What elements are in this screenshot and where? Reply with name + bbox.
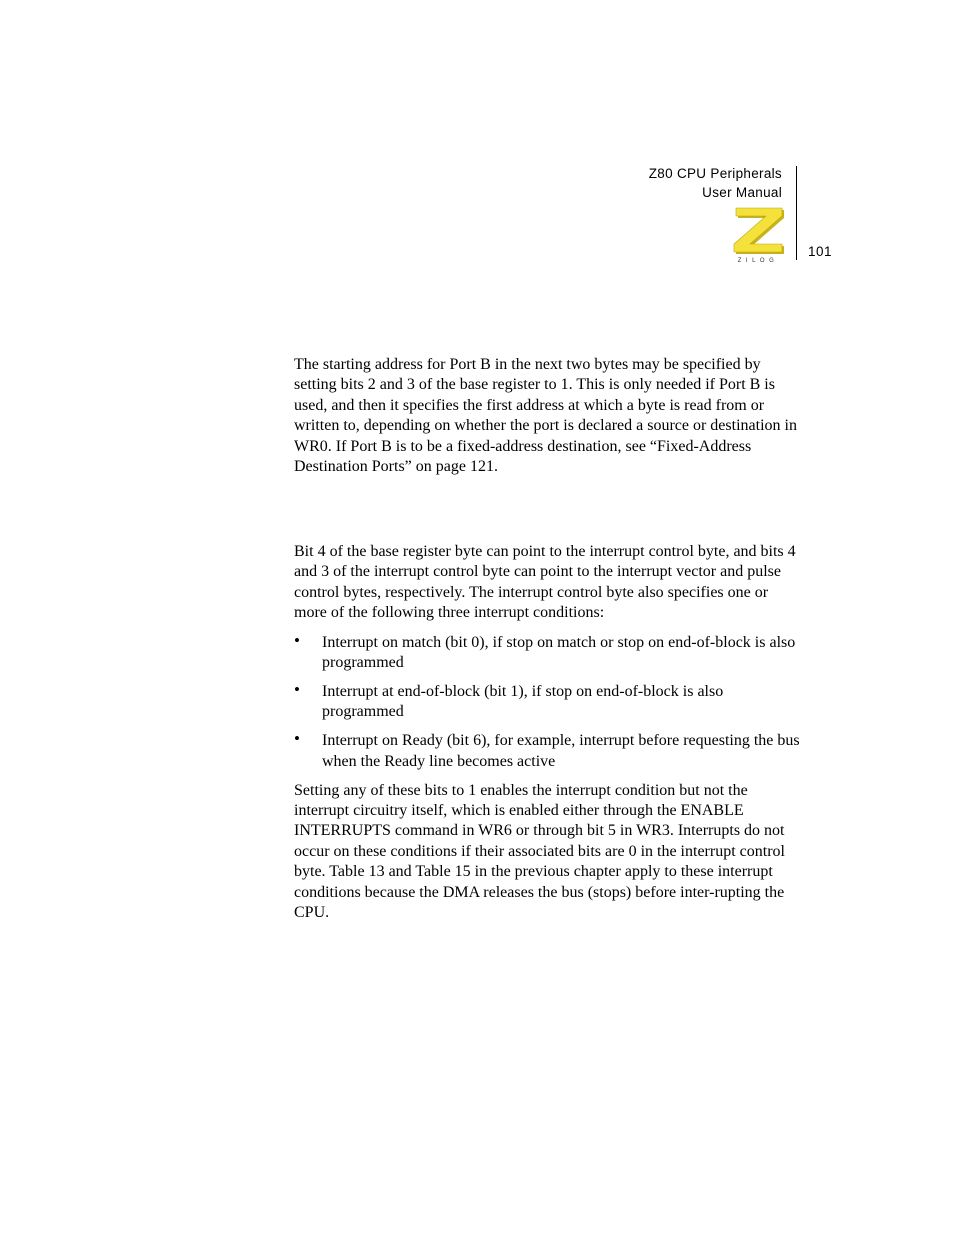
list-item (294, 630, 800, 674)
interrupt-control-paragraph: Bit 4 of the base register byte can point to the interrupt control byte, and bits 4 and 3 of the interrupt control byte can point to the interrupt vector and pulse control bytes, respectively. The interrupt control byte also specifies one or more of the following three interrupt conditions: (294, 543, 796, 622)
list-item (294, 679, 800, 723)
bullet-icon: • (294, 630, 300, 650)
body-section-2 (294, 542, 800, 923)
list-item-text: Interrupt on Ready (bit 6), for example, interrupt before requesting the bus when the Ready line becomes active (322, 732, 800, 770)
bullet-icon: • (294, 729, 300, 749)
manual-subtitle: User Manual (702, 185, 782, 200)
port-b-address-paragraph: The starting address for Port B in the next two bytes may be specified by setting bits 2 and 3 of the base register to 1. This is only needed if Port B is used, and then it specifies the first address at which a byte is read from or written to, depending on whether the port is declared a source or destination in WR0. If Port B is to be a fixed-address destination, see “Fixed-Address Destination Ports” on page 121. (294, 356, 797, 476)
zilog-logo (730, 204, 786, 264)
header-vertical-rule (796, 166, 797, 260)
list-item-text: Interrupt at end-of-block (bit 1), if stop on end-of-block is also programmed (322, 682, 724, 721)
interrupt-enable-paragraph: Setting any of these bits to 1 enables the interrupt condition but not the interrupt circuitry itself, which is enabled either through the ENABLE INTERRUPTS command in WR6 or through bit 5 in WR3. Interrupts do not occur on these conditions if their associated bits are 0 in the interrupt control byte. Table 13 and Table 15 in the previous chapter apply to these interrupt conditions because the DMA releases the bus (stops) before inter-rupting the CPU. (294, 781, 785, 921)
bullet-icon: • (294, 679, 300, 699)
manual-series-title: Z80 CPU Peripherals (648, 166, 782, 181)
list-item-text: Interrupt on match (bit 0), if stop on match or stop on end-of-block is also programmed (322, 633, 796, 672)
interrupt-conditions-list (294, 630, 800, 772)
page-number: 101 (808, 244, 833, 259)
svg-text:ZILOG: ZILOG (737, 258, 779, 264)
running-header-title (649, 164, 782, 202)
list-item (294, 731, 800, 772)
body-section-1 (294, 355, 800, 477)
